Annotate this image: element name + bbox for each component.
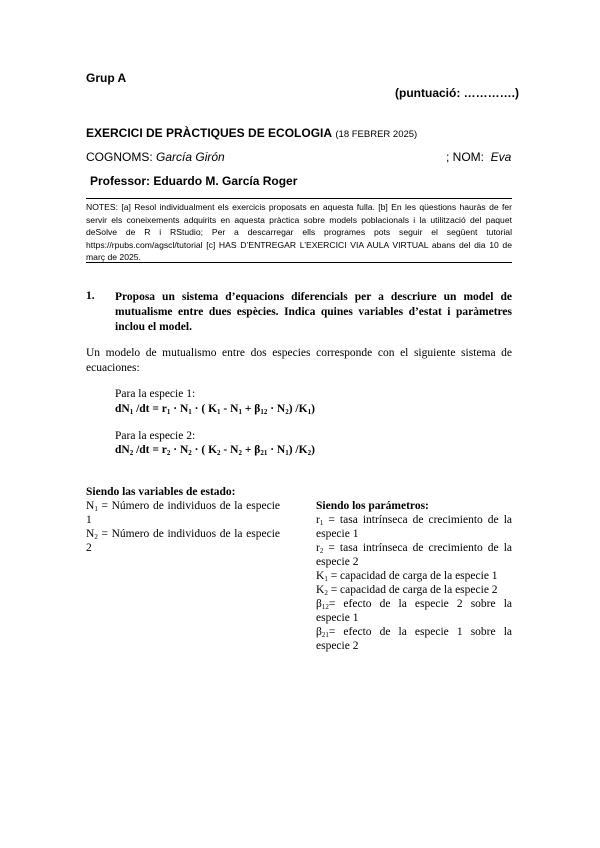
- param-k1: $K_1$ = capacidad de carga de la especie 1: [316, 570, 498, 583]
- title-date: (18 FEBRER 2025): [335, 129, 418, 140]
- question-number: 1.: [86, 290, 95, 302]
- document-title: [86, 126, 417, 140]
- parameters-section: [316, 499, 512, 653]
- param-b12: $\beta_{12}=$ efecto de la especie 2 sobre la especie 1: [316, 598, 512, 624]
- param-k2-desc: = capacidad de carga de la especie 2: [330, 584, 498, 596]
- variables-section: [86, 485, 280, 555]
- title-text: EXERCICI DE PRÀCTIQUES DE ECOLOGIA: [86, 126, 333, 140]
- param-r2: $r_2$ = tasa intrínseca de crecimiento de la especie 2: [316, 542, 512, 568]
- notes-top-rule: [86, 198, 512, 199]
- equation-species1: $dN_1$ $/dt = r_1 \cdot N_1$ · ( $K_1 - N_1 + \beta_{12} \cdot N_2$) $/K_1$): [115, 403, 315, 416]
- surnames-row: [86, 150, 225, 164]
- param-k1-desc: = capacidad de carga de la especie 1: [330, 570, 498, 582]
- variable-n2: $N_2$ = Número de individuos de la especie 2: [86, 528, 281, 554]
- name-row: [446, 150, 511, 164]
- name-value: Eva: [490, 150, 512, 164]
- score-field: (puntuació: ………….): [395, 86, 519, 100]
- species1-label: Para la especie 1:: [115, 388, 196, 400]
- param-b21: $\beta_{21}=$ efecto de la especie 1 sobre la especie 2: [316, 626, 512, 652]
- param-r2-desc: = tasa intrínseca de crecimiento de la especie 2: [316, 542, 512, 568]
- variable-n1-desc: = Número de individuos de la especie 1: [86, 500, 281, 526]
- param-r1-desc: = tasa intrínseca de crecimiento de la especie 1: [316, 514, 512, 540]
- equation-species2: $dN_2$ $/dt = r_2 \cdot N_2$ · ( $K_2 - N_2 + \beta_{21} \cdot N_1$) $/K_2$): [115, 444, 315, 457]
- answer-intro: Un modelo de mutualismo entre dos especies corresponde con el siguiente sistema de ecuaciones:: [86, 347, 512, 374]
- surnames-value: García Girón: [156, 150, 225, 164]
- species2-label: Para la especie 2:: [115, 430, 196, 442]
- param-k2: $K_2$ = capacidad de carga de la especie 2: [316, 584, 498, 597]
- param-b12-desc: = efecto de la especie 2 sobre la especie 1: [316, 598, 512, 624]
- question-text: Proposa un sistema d’equacions diferencials per a descriure un model de mutualisme entre dues espècies. Indica quines variables d’estat i paràmetres inclou el model.: [115, 291, 512, 333]
- professor-line: Professor: Eduardo M. García Roger: [90, 174, 298, 188]
- param-r1: $r_1$ = tasa intrínseca de crecimiento de la especie 1: [316, 514, 512, 540]
- notes-text: NOTES: [a] Resol individualment els exercicis proposats en aquesta fulla. [b] En les qüestions hauràs de fer servir els coneixements adquirits en aquesta pràctica sobre models poblacionals i la utilització del paquet deSolve de R i RStudio; Per a descarregar ells programes pots seguir el següent tutorial https://rpubs.com/agscl/tutorial [c] HAS D’ENTREGAR L’EXERCICI VIA AULA VIRTUAL abans del dia 10 de març de 2025.: [86, 202, 512, 263]
- notes-bottom-rule: [86, 262, 512, 263]
- name-label: ; NOM:: [446, 150, 484, 164]
- parameters-title: Siendo los parámetros:: [316, 500, 429, 512]
- group-label: Grup A: [86, 71, 127, 85]
- variable-n1: $N_1$ = Número de individuos de la especie 1: [86, 500, 281, 526]
- variables-title: Siendo las variables de estado:: [86, 486, 236, 498]
- surnames-label: COGNOMS:: [86, 150, 153, 164]
- variable-n2-desc: = Número de individuos de la especie 2: [86, 528, 281, 554]
- param-b21-desc: = efecto de la especie 1 sobre la especie 2: [316, 626, 512, 652]
